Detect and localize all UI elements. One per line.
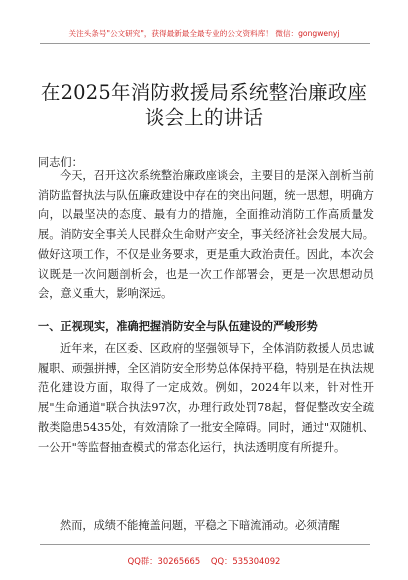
- header-notice: 关注头条号"公文研究"，获得最新最全最专业的公文资料库！ 微信：gongwenyj: [68, 29, 340, 38]
- footer-contact: QQ群：30265665 QQ：535304092: [127, 556, 281, 566]
- paragraph-2: 近年来，在区委、区政府的坚强领导下，全体消防救援人员忠诚履职、顽强拼搏，全区消防安全形势总体保持平稳，特别是在执法规范化建设方面，取得了一定成效。例如，2024年以来，针对性开展"生命通道"联合执法97次，办理行政处罚78起，督促整改安全疏散类隐患5435处，有效清除了一批安全障碍。同时，通过"双随机、一公开"等监督抽查模式的常态化运行，执法透明度有所提升。: [38, 342, 374, 454]
- title-line-1: 在2025年消防救援局系统整治廉政座: [40, 81, 368, 104]
- section-1-heading: 一、正视现实，准确把握消防安全与队伍建设的严峻形势: [38, 319, 318, 333]
- paragraph-1: 今天，召开这次系统整治廉政座谈会，主要目的是深入剖析当前消防监督执法与队伍廉政建设中存在的突出问题，统一思想，明确方向，以最坚决的态度、最有力的措施，全面推动消防工作高质量发展。消防安全事关人民群众生命财产安全，事关经济社会发展大局。做好这项工作，不仅是业务要求，更是重大政治责任。因此，本次会议既是一次问题剖析会，也是一次工作部署会，更是一次思想动员会，意义重大，影响深远。: [38, 169, 374, 301]
- footer-divider: [40, 544, 370, 545]
- title-line-2: 谈会上的讲话: [144, 106, 264, 129]
- salutation: 同志们：: [38, 156, 83, 169]
- document-title: [30, 80, 378, 130]
- header-divider: [40, 43, 370, 44]
- paragraph-3: 然而，成绩不能掩盖问题，平稳之下暗流涌动。必须清醒: [60, 519, 340, 532]
